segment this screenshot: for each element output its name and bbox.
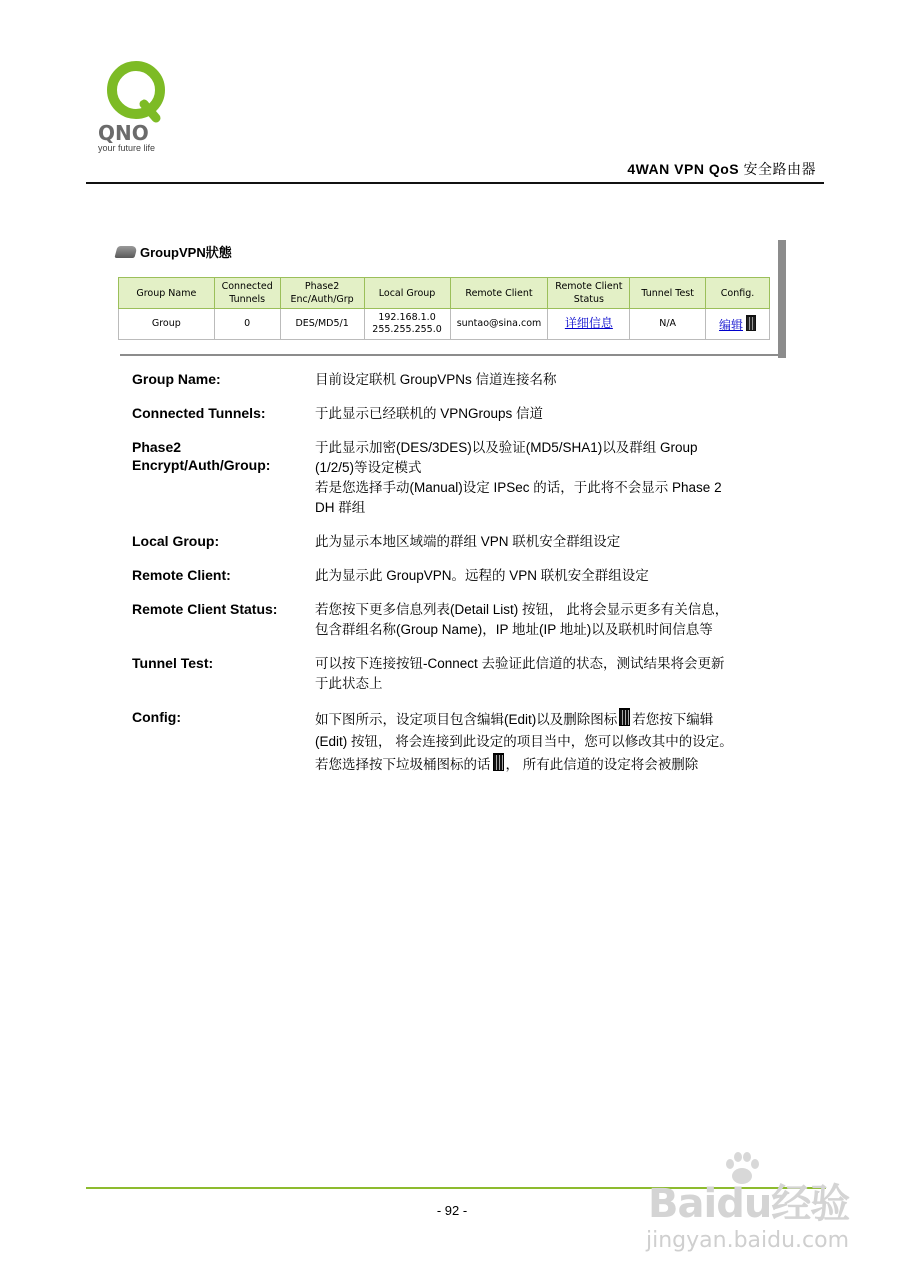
logo-text: QNO bbox=[98, 121, 149, 145]
cell-local-group bbox=[364, 309, 450, 340]
cell-tunnel-test: N/A bbox=[630, 309, 706, 340]
desc-line: 若您按下更多信息列表(Detail List) 按钮， 此将会显示更多有关信息， bbox=[315, 602, 729, 617]
desc-line: (1/2/5)等设定模式 bbox=[315, 460, 422, 475]
desc-line: 可以按下连接按钮-Connect 去验证此信道的状态，测试结果将会更新 bbox=[315, 656, 725, 671]
column-header: Tunnel Test bbox=[630, 278, 706, 309]
desc-line: 于此状态上 bbox=[315, 676, 383, 691]
panel-shadow bbox=[778, 240, 786, 358]
column-header: Remote Client Status bbox=[548, 278, 630, 309]
desc-text: 若您选择按下垃圾桶图标的话 bbox=[315, 757, 491, 772]
column-header: Config. bbox=[706, 278, 770, 309]
table-header-row bbox=[119, 278, 770, 309]
table-row bbox=[119, 309, 770, 340]
cell-phase2: DES/MD5/1 bbox=[280, 309, 364, 340]
watermark-main: Baidu经验 bbox=[648, 1181, 850, 1227]
definition-term: Remote Client: bbox=[132, 567, 231, 583]
desc-line: (Edit) 按钮， 将会连接到此设定的项目当中，您可以修改其中的设定。 bbox=[315, 734, 733, 749]
column-header: Local Group bbox=[364, 278, 450, 309]
desc-line: 包含群组名称(Group Name)，IP 地址(IP 地址)以及联机时间信息等 bbox=[315, 622, 713, 637]
desc-line: DH 群组 bbox=[315, 500, 366, 515]
page-number: - 92 - bbox=[436, 1203, 468, 1218]
cell-remote-client-status bbox=[548, 309, 630, 340]
definition-item bbox=[132, 566, 782, 586]
definition-desc bbox=[315, 654, 725, 694]
header-rule bbox=[86, 182, 824, 184]
definition-item bbox=[132, 600, 782, 640]
column-header: Connected Tunnels bbox=[214, 278, 280, 309]
desc-line bbox=[315, 708, 733, 731]
detail-info-link[interactable]: 详细信息 bbox=[564, 316, 613, 330]
definitions-list bbox=[132, 370, 782, 790]
local-group-ip: 192.168.1.0 bbox=[378, 312, 436, 323]
column-header: Group Name bbox=[119, 278, 215, 309]
desc-text: 如下图所示，设定项目包含编辑(Edit)以及删除图标 bbox=[315, 712, 618, 727]
definition-term: Remote Client Status: bbox=[132, 601, 278, 617]
logo-tagline: your future life bbox=[98, 143, 156, 153]
column-header: Remote Client bbox=[450, 278, 548, 309]
desc-line bbox=[315, 753, 733, 776]
folder-icon bbox=[114, 246, 137, 258]
edit-link[interactable]: 编辑 bbox=[719, 318, 744, 332]
desc-text: ， 所有此信道的设定将会被删除 bbox=[505, 757, 699, 772]
definition-desc bbox=[315, 438, 722, 518]
definition-desc bbox=[315, 566, 649, 586]
definition-term: Connected Tunnels: bbox=[132, 405, 266, 421]
qno-logo-mark bbox=[96, 60, 186, 145]
desc-line: 于此显示加密(DES/3DES)以及验证(MD5/SHA1)以及群组 Group bbox=[315, 440, 698, 455]
header-title-cn: 安全路由器 bbox=[743, 161, 816, 177]
header-title-latin: 4WAN VPN QoS bbox=[627, 161, 740, 177]
panel-title-text: GroupVPN狀態 bbox=[140, 245, 232, 260]
desc-line: 于此显示已经联机的 VPNGroups 信道 bbox=[315, 406, 544, 421]
definition-term: Group Name: bbox=[132, 371, 221, 387]
definition-desc bbox=[315, 370, 557, 390]
watermark-sub: jingyan.baidu.com bbox=[646, 1228, 850, 1253]
definition-item bbox=[132, 654, 782, 694]
definition-item bbox=[132, 708, 782, 776]
column-header: Phase2 Enc/Auth/Grp bbox=[280, 278, 364, 309]
groupvpn-status-table bbox=[118, 277, 770, 340]
definition-desc bbox=[315, 600, 728, 640]
definition-item bbox=[132, 370, 782, 390]
definition-term: Tunnel Test: bbox=[132, 655, 214, 671]
trash-icon[interactable] bbox=[746, 315, 756, 331]
baidu-watermark bbox=[640, 1140, 870, 1270]
term-line: Encrypt/Auth/Group: bbox=[132, 457, 271, 473]
definition-term: Local Group: bbox=[132, 533, 220, 549]
trash-icon bbox=[619, 708, 630, 726]
definition-item bbox=[132, 532, 782, 552]
definition-item bbox=[132, 438, 782, 518]
definition-desc bbox=[315, 404, 543, 424]
trash-icon bbox=[493, 753, 504, 771]
document-header-title bbox=[627, 159, 816, 179]
desc-line: 此为显示此 GroupVPN。远程的 VPN 联机安全群组设定 bbox=[315, 568, 649, 583]
definition-desc bbox=[315, 532, 620, 552]
term-line: Phase2 bbox=[132, 439, 182, 455]
definition-term bbox=[132, 438, 315, 518]
definition-desc bbox=[315, 708, 733, 776]
cell-group-name: Group bbox=[119, 309, 215, 340]
desc-line: 目前设定联机 GroupVPNs 信道连接名称 bbox=[315, 372, 557, 387]
definition-term: Config: bbox=[132, 709, 181, 725]
desc-text: 若您按下编辑 bbox=[632, 712, 714, 727]
panel-title bbox=[116, 242, 232, 261]
cell-connected-tunnels: 0 bbox=[214, 309, 280, 340]
cell-remote-client: suntao@sina.com bbox=[450, 309, 548, 340]
definition-item bbox=[132, 404, 782, 424]
cell-config bbox=[706, 309, 770, 340]
desc-line: 此为显示本地区域端的群组 VPN 联机安全群组设定 bbox=[315, 534, 621, 549]
desc-line: 若是您选择手动(Manual)设定 IPSec 的话，于此将不会显示 Phase 2 bbox=[315, 480, 722, 495]
local-group-mask: 255.255.255.0 bbox=[372, 324, 442, 335]
